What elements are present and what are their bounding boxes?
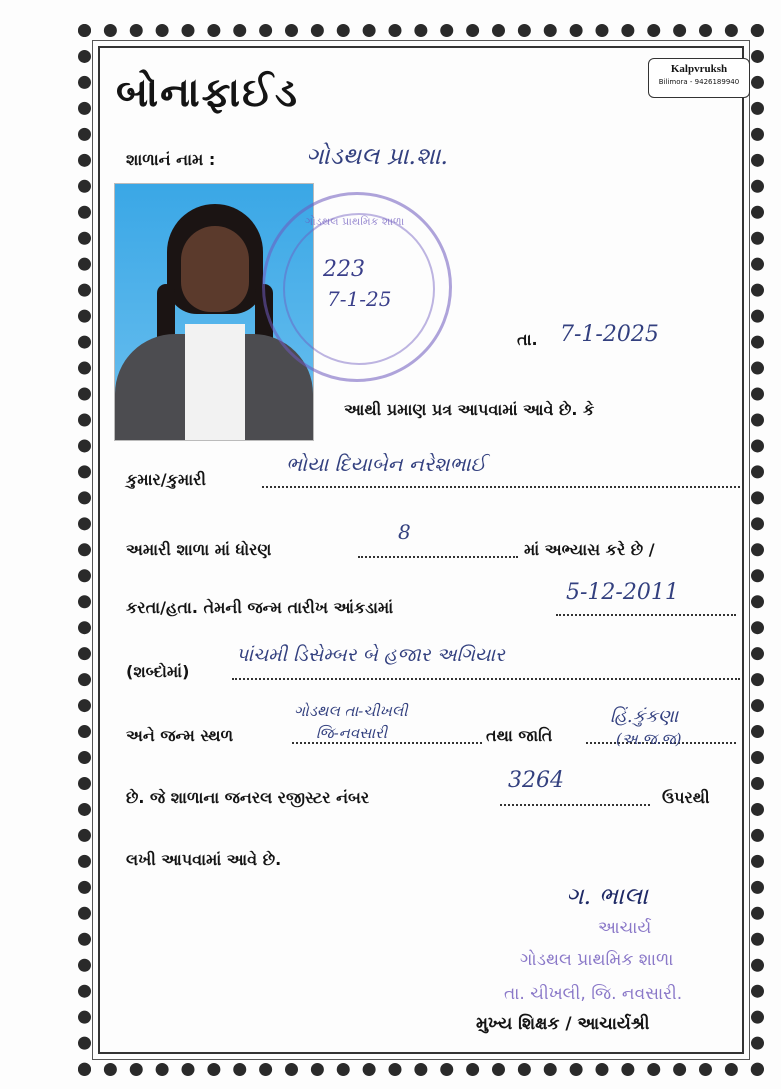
gr-number-suffix: ઉપરથી [662, 788, 710, 807]
date-value: 7-1-2025 [560, 322, 659, 347]
stamp-designation: આચાર્ય [598, 918, 652, 938]
gr-number-value: 3264 [508, 768, 564, 793]
gr-number-label: છે. જે શાળાના જનરલ રજીસ્ટર નંબર [126, 788, 370, 807]
printer-logo-sub: Bilimora - 9426189940 [658, 78, 740, 86]
printer-logo-name: Kalpvruksh [670, 63, 728, 75]
certificate-title: બોનાફાઈડ [116, 70, 299, 116]
date-label: તા. [517, 330, 538, 349]
standard-value: 8 [398, 520, 411, 544]
student-name-value: ભોયા દિયાબેન નરેશભાઈ [286, 452, 486, 476]
caste-value-1: હિં.કુંકણા [610, 706, 679, 727]
school-name-value: ગોડથલ પ્રા.શા. [306, 142, 448, 170]
printer-logo [648, 58, 750, 98]
dob-label: કરતા/હતા. તેમની જન્મ તારીખ આંકડામાં [126, 598, 394, 617]
stamp-ring-text: ગોડથલ પ્રાથમિક શાળા [305, 215, 405, 228]
stamp-number: 223 [323, 257, 365, 282]
dob-value: 5-12-2011 [566, 580, 679, 605]
dob-words-value: પાંચમી ડિસેમ્બર બે હજાર અગિયાર [236, 644, 505, 666]
school-round-stamp [262, 192, 452, 382]
standard-suffix: માં અભ્યાસ કરે છે / [524, 540, 655, 559]
birth-place-value-1: ગોડથલ તા-ચીખલી [294, 702, 408, 720]
birth-place-label: અને જન્મ સ્થળ [126, 726, 234, 745]
caste-value-2: (અ.જ.જ) [616, 730, 682, 748]
standard-label: અમારી શાળા માં ધોરણ [126, 540, 272, 559]
principal-title: મુખ્ય શિક્ષક / આચાર્યશ્રી [476, 1014, 650, 1034]
student-name-label: કુમાર/કુમારી [126, 470, 206, 489]
stamp-taluka-district: તા. ચીખલી, જિ. નવસારી. [504, 984, 683, 1004]
stamp-school-name: ગોડથલ પ્રાથમિક શાળા [520, 950, 674, 970]
principal-signature: ગ. ભાલા [566, 882, 648, 910]
intro-text: આથી પ્રમાણ પ્રત્ર આપવામાં આવે છે. કે [344, 400, 595, 419]
dob-words-label: (શબ્દોમાં) [126, 662, 190, 681]
school-name-label: શાળાનં નામ : [126, 150, 216, 169]
birth-place-value-2: જિ-નવસારી [316, 724, 388, 742]
caste-label: તથા જાતિ [486, 726, 553, 745]
stamp-date: 7-1-25 [327, 287, 392, 311]
closing-text: લખી આપવામાં આવે છે. [126, 850, 282, 869]
